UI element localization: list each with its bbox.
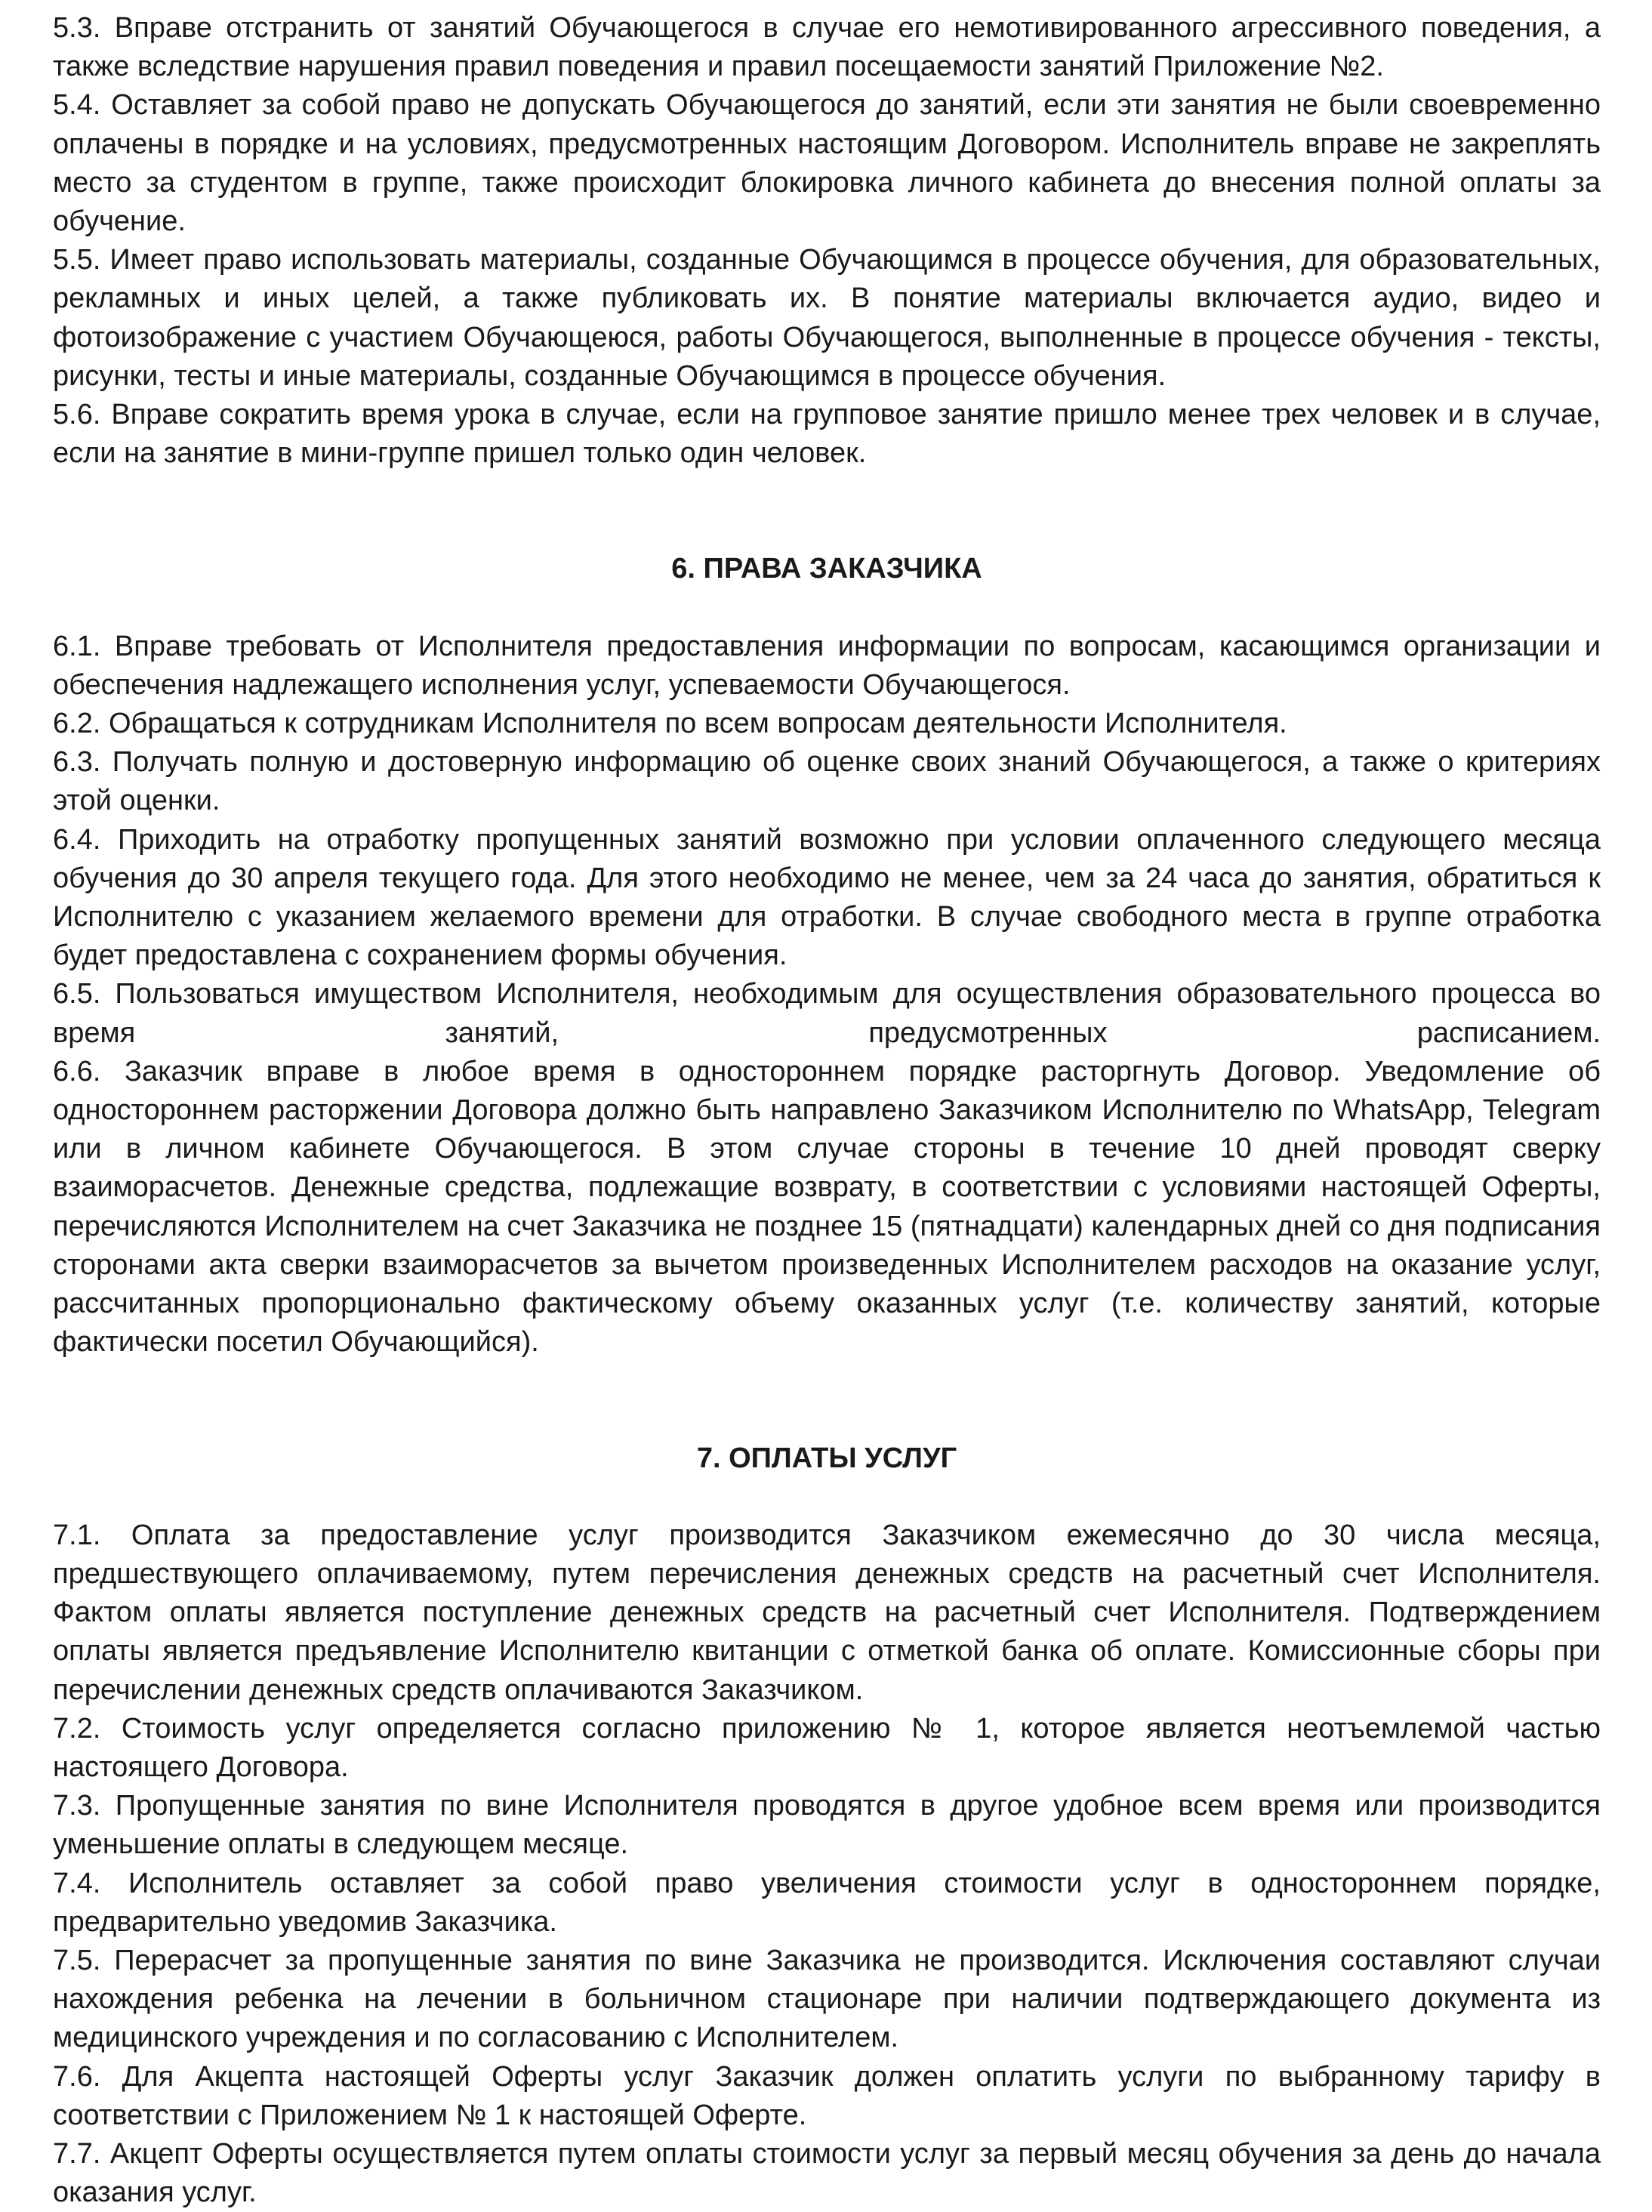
clause-6-1: 6.1. Вправе требовать от Исполнителя предоставления информации по вопросам, касающимся организации и обеспечения надлежащего исполнения услуг, успеваемости Обучающегося. [53, 628, 1601, 705]
clause-7-7: 7.7. Акцепт Оферты осуществляется путем оплаты стоимости услуг за первый месяц обучения за день до начала оказания услуг. [53, 2135, 1601, 2212]
section-7 [53, 1439, 1601, 2212]
clause-7-3: 7.3. Пропущенные занятия по вине Исполнителя проводятся в другое удобное всем время или производится уменьшение оплаты в следующем месяце. [53, 1787, 1601, 1864]
section-6-heading: 6. ПРАВА ЗАКАЗЧИКА [53, 550, 1601, 588]
clause-6-6: 6.6. Заказчик вправе в любое время в одностороннем порядке расторгнуть Договор. Уведомление об одностороннем расторжении Договора должно быть направлено Заказчиком Исполнителю по WhatsApp, Telegram или в личном кабинете Обучающегося. В этом случае стороны в течение 10 дней проводят сверку взаиморасчетов. Денежные средства, подлежащие возврату, в соответствии с условиями настоящей Оферты, перечисляются Исполнителем на счет Заказчика не позднее 15 (пятнадцати) календарных дней со дня подписания сторонами акта сверки взаиморасчетов за вычетом произведенных Исполнителем расходов на оказание услуг, рассчитанных пропорционально фактическому объему оказанных услуг (т.е. количеству занятий, которые фактически посетил Обучающийся). [53, 1053, 1601, 1362]
clause-5-5: 5.5. Имеет право использовать материалы, созданные Обучающимся в процессе обучения, для образовательных, рекламных и иных целей, а также публиковать их. В понятие материалы включается аудио, видео и фотоизображение с участием Обучающеюся, работы Обучающегося, выполненные в процессе обучения - тексты, рисунки, тесты и иные материалы, созданные Обучающимся в процессе обучения. [53, 241, 1601, 396]
clause-5-4: 5.4. Оставляет за собой право не допускать Обучающегося до занятий, если эти занятия не были своевременно оплачены в порядке и на условиях, предусмотренных настоящим Договором. Исполнитель вправе не закреплять место за студентом в группе, также происходит блокировка личного кабинета до внесения полной оплаты за обучение. [53, 86, 1601, 241]
section-5-tail [53, 9, 1601, 473]
clause-6-4: 6.4. Приходить на отработку пропущенных занятий возможно при условии оплаченного следующего месяца обучения до 30 апреля текущего года. Для этого необходимо не менее, чем за 24 часа до занятия, обратиться к Исполнителю с указанием желаемого времени для отработки. В случае свободного места в группе отработка будет предоставлена с сохранением формы обучения. [53, 821, 1601, 976]
section-7-heading: 7. ОПЛАТЫ УСЛУГ [53, 1439, 1601, 1478]
document-page [53, 9, 1601, 2212]
clause-7-4: 7.4. Исполнитель оставляет за собой право увеличения стоимости услуг в одностороннем порядке, предварительно уведомив Заказчика. [53, 1865, 1601, 1942]
clause-6-3: 6.3. Получать полную и достоверную информацию об оценке своих знаний Обучающегося, а также о критериях этой оценки. [53, 743, 1601, 820]
section-6 [53, 550, 1601, 1362]
clause-5-6: 5.6. Вправе сократить время урока в случае, если на групповое занятие пришло менее трех человек и в случае, если на занятие в мини-группе пришел только один человек. [53, 396, 1601, 473]
clause-7-5: 7.5. Перерасчет за пропущенные занятия по вине Заказчика не производится. Исключения составляют случаи нахождения ребенка на лечении в больничном стационаре при наличии подтверждающего документа из медицинского учреждения и по согласованию с Исполнителем. [53, 1942, 1601, 2058]
clause-7-1: 7.1. Оплата за предоставление услуг производится Заказчиком ежемесячно до 30 числа месяца, предшествующего оплачиваемому, путем перечисления денежных средств на расчетный счет Исполнителя. Фактом оплаты является поступление денежных средств на расчетный счет Исполнителя. Подтверждением оплаты является предъявление Исполнителю квитанции с отметкой банка об оплате. Комиссионные сборы при перечислении денежных средств оплачиваются Заказчиком. [53, 1516, 1601, 1710]
clause-6-5: 6.5. Пользоваться имуществом Исполнителя, необходимым для осуществления образовательного процесса во время занятий, предусмотренных расписанием. [53, 975, 1601, 1052]
clause-7-2: 7.2. Стоимость услуг определяется согласно приложению № 1, которое является неотъемлемой частью настоящего Договора. [53, 1710, 1601, 1787]
clause-6-2: 6.2. Обращаться к сотрудникам Исполнителя по всем вопросам деятельности Исполнителя. [53, 705, 1601, 743]
clause-7-6: 7.6. Для Акцепта настоящей Оферты услуг Заказчик должен оплатить услуги по выбранному тарифу в соответствии с Приложением № 1 к настоящей Оферте. [53, 2058, 1601, 2135]
clause-5-3: 5.3. Вправе отстранить от занятий Обучающегося в случае его немотивированного агрессивного поведения, а также вследствие нарушения правил поведения и правил посещаемости занятий Приложение №2. [53, 9, 1601, 86]
